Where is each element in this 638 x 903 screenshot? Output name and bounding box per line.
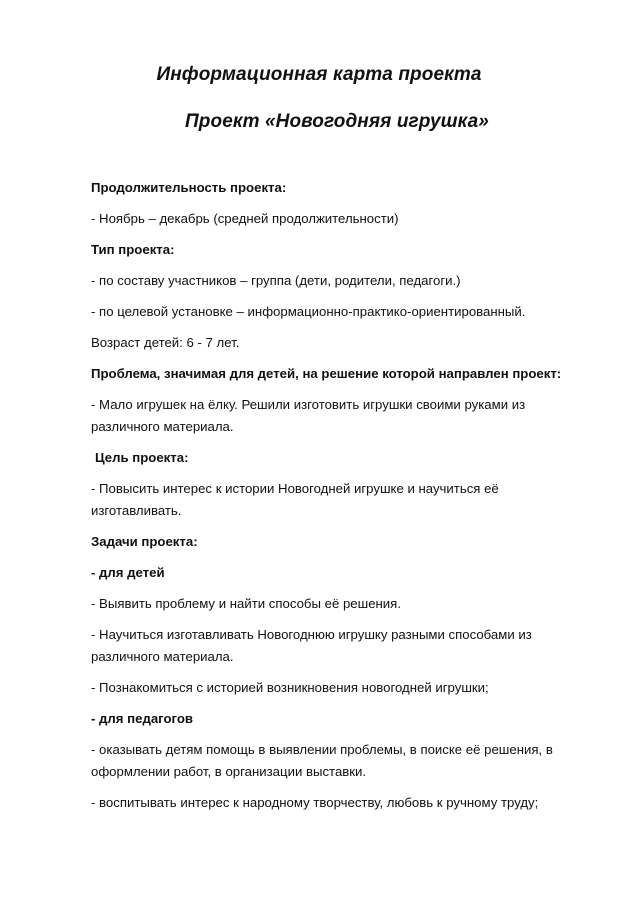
- project-subtitle: Проект «Новогодняя игрушка»: [185, 111, 489, 132]
- section-heading: Продолжительность проекта:: [91, 180, 287, 195]
- paragraph: - оказывать детям помощь в выявлении проблемы, в поиске её решения, в оформлении работ, в организации выставки.: [91, 742, 553, 779]
- paragraph: - воспитывать интерес к народному творчеству, любовь к ручному труду;: [91, 795, 539, 810]
- paragraph: - Познакомиться с историей возникновения новогодней игрушки;: [91, 680, 489, 695]
- paragraph: - Ноябрь – декабрь (средней продолжительности): [91, 211, 399, 226]
- section-heading: Цель проекта:: [95, 450, 189, 465]
- paragraph: - Выявить проблему и найти способы её решения.: [91, 596, 401, 611]
- paragraph: - Научиться изготавливать Новогоднюю игрушку разными способами из различного материала.: [91, 627, 532, 664]
- paragraph: - по целевой установке – информационно-практико-ориентированный.: [91, 304, 526, 319]
- document-title: Информационная карта проекта: [156, 64, 482, 85]
- section-heading: - для педагогов: [91, 711, 194, 726]
- paragraph: - по составу участников – группа (дети, родители, педагоги.): [91, 273, 461, 288]
- paragraph: - Мало игрушек на ёлку. Решили изготовить игрушки своими руками из различного материала.: [91, 397, 526, 434]
- paragraph: - Повысить интерес к истории Новогодней игрушке и научиться её изготавливать.: [91, 481, 499, 518]
- paragraph: Возраст детей: 6 - 7 лет.: [91, 335, 240, 350]
- section-heading: - для детей: [91, 565, 165, 580]
- section-heading: Задачи проекта:: [91, 534, 198, 549]
- section-heading: Тип проекта:: [91, 242, 175, 257]
- document-body: [91, 177, 591, 823]
- section-heading: Проблема, значимая для детей, на решение которой направлен проект:: [91, 366, 562, 381]
